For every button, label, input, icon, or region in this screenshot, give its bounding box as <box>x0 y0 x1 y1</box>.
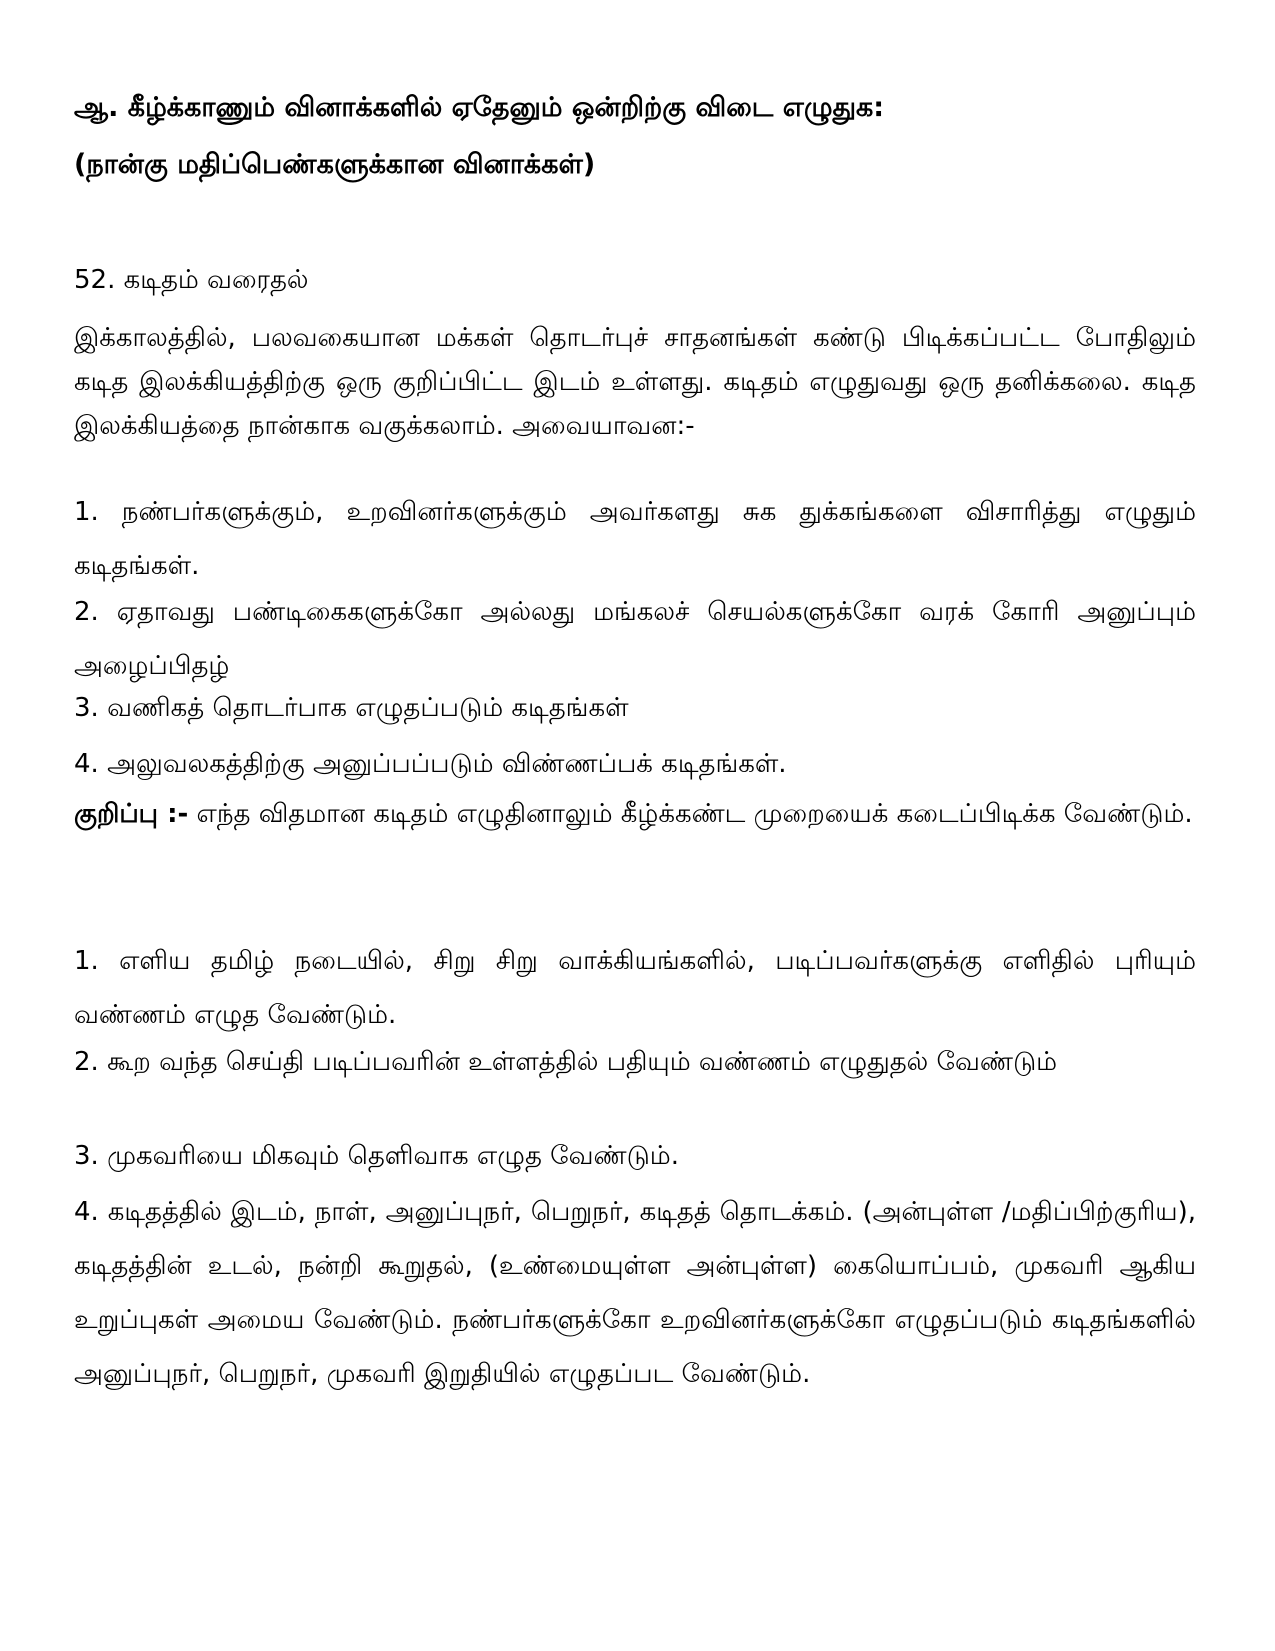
letter-type-item: 4. அலுவலகத்திற்கு அனுப்பப்படும் விண்ணப்பக் கடிதங்கள். <box>74 749 787 779</box>
section-heading: ஆ. கீழ்க்காணும் வினாக்களில் ஏதேனும் ஒன்றிற்கு விடை எழுதுக: <box>74 92 885 123</box>
note-text: எந்த விதமான கடிதம் எழுதினாலும் கீழ்க்கண்ட முறையைக் கடைப்பிடிக்க வேண்டும். <box>188 799 1193 829</box>
letter-type-item: 1. நண்பர்களுக்கும், உறவினர்களுக்கும் அவர்களது சுக துக்கங்களை விசாரித்து எழுதும் கடிதங்கள். <box>74 497 1196 581</box>
rule-item: 4. கடிதத்தில் இடம், நாள், அனுப்புநர், பெறுநர், கடிதத் தொடக்கம். (அன்புள்ள /மதிப்பிற்குரிய), கடிதத்தின் உடல், நன்றி கூறுதல், (உண்மையுள்ள அன்புள்ள) கையொப்பம், முகவரி ஆகிய உறுப்புகள் அமைய வேண்டும். நண்பர்களுக்கோ உறவினர்களுக்கோ எழுதப்படும் கடிதங்களில் அனுப்புநர், பெறுநர், முகவரி இறுதியில் எழுதப்பட வேண்டும். <box>74 1197 1196 1389</box>
letter-type-item: 2. ஏதாவது பண்டிகைகளுக்கோ அல்லது மங்கலச் செயல்களுக்கோ வரக் கோரி அனுப்பும் அழைப்பிதழ் <box>74 597 1196 681</box>
rule-item: 2. கூற வந்த செய்தி படிப்பவரின் உள்ளத்தில் பதியும் வண்ணம் எழுதுதல் வேண்டும் <box>74 1047 1058 1077</box>
rule-item: 1. எளிய தமிழ் நடையில், சிறு சிறு வாக்கியங்களில், படிப்பவர்களுக்கு எளிதில் புரியும் வண்ணம் எழுத வேண்டும். <box>74 946 1196 1030</box>
section-subheading: (நான்கு மதிப்பெண்களுக்கான வினாக்கள்) <box>74 149 596 180</box>
intro-paragraph: இக்காலத்தில், பலவகையான மக்கள் தொடர்புச் சாதனங்கள் கண்டு பிடிக்கப்பட்ட போதிலும் கடித இலக்கியத்திற்கு ஒரு குறிப்பிட்ட இடம் உள்ளது. கடிதம் எழுதுவது ஒரு தனிக்கலை. கடித இலக்கியத்தை நான்காக வகுக்கலாம். அவையாவன:- <box>74 323 1196 441</box>
note-label: குறிப்பு :- <box>74 799 189 829</box>
letter-type-item: 3. வணிகத் தொடர்பாக எழுதப்படும் கடிதங்கள் <box>74 693 629 723</box>
rule-item: 3. முகவரியை மிகவும் தெளிவாக எழுத வேண்டும். <box>74 1141 679 1171</box>
question-title: 52. கடிதம் வரைதல் <box>74 265 309 295</box>
note-paragraph <box>74 792 1196 836</box>
